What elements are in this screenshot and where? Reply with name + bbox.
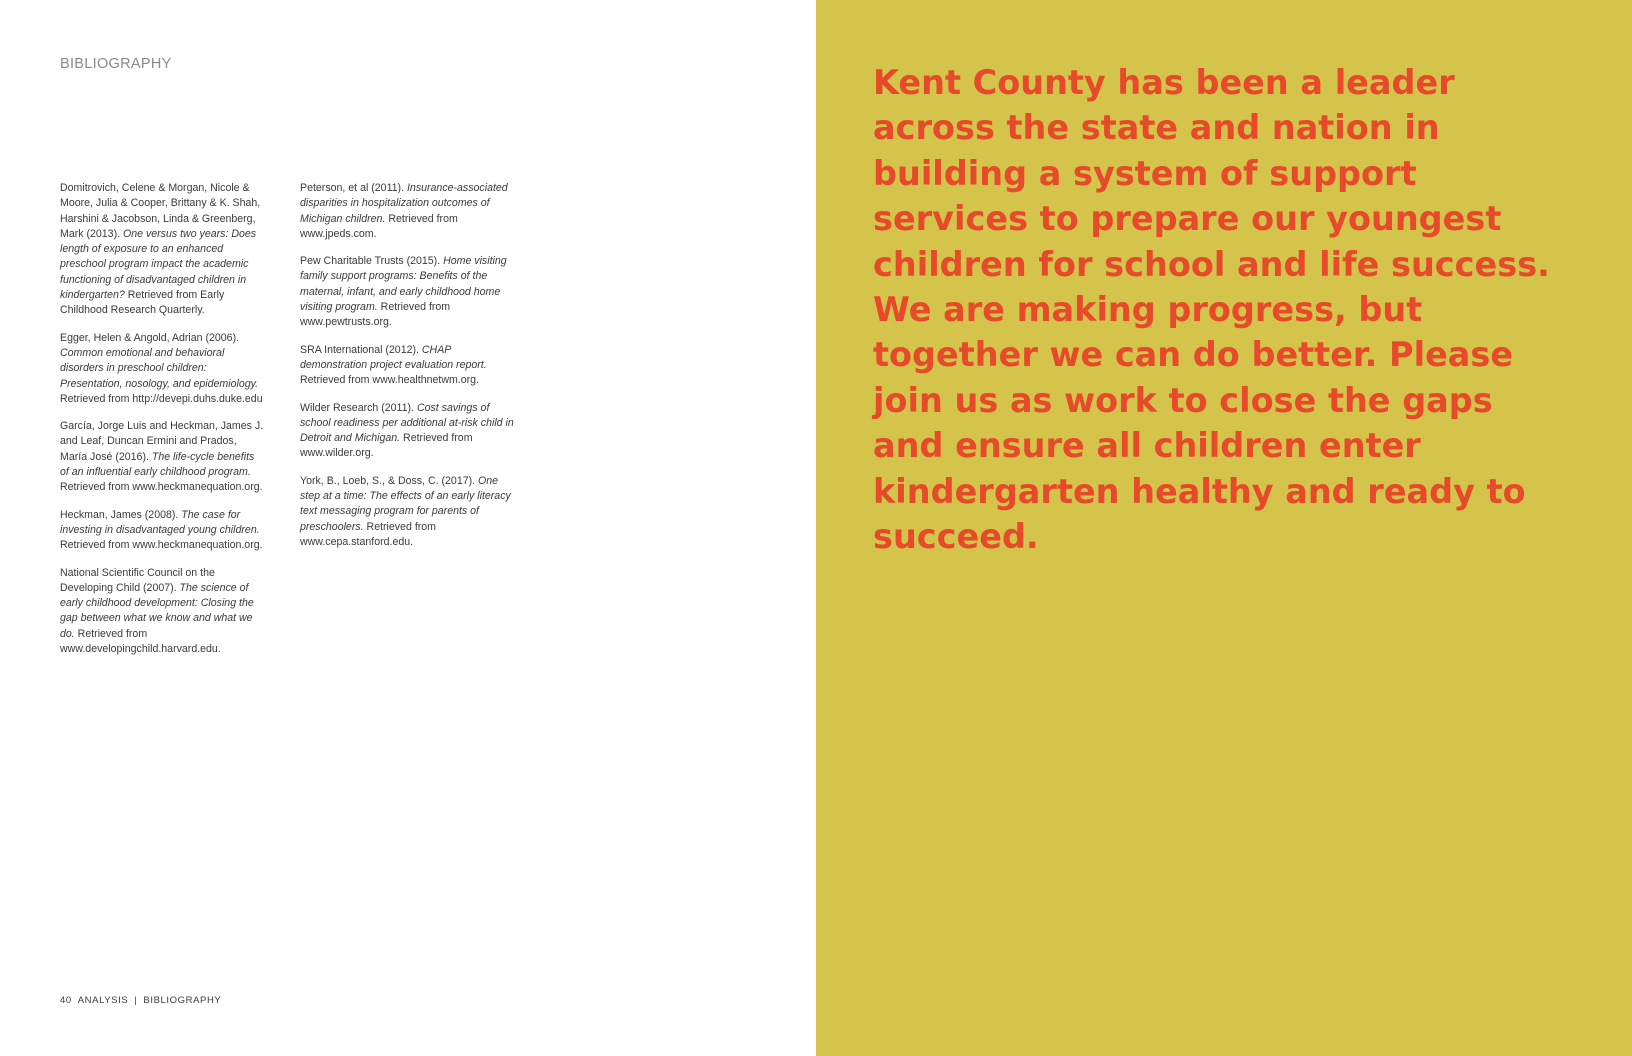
bibliography-entry: Egger, Helen & Angold, Adrian (2006). Common emotional and behavioral disorders in preschool children: Presentation, nosology, and epidemiology. Retrieved from http://devepi.duhs.duke.edu: [60, 331, 263, 405]
bibliography-entry: SRA International (2012). CHAP demonstration project evaluation report. Retrieved from www.healthnetwm.org.: [300, 343, 487, 387]
pull-quote: Kent County has been a leader across the state and nation in building a system of support services to prepare our youngest children for school and life success. We are making progress, but together we can do better. Please join us as work to close the gaps and ensure all children enter kindergarten healthy and ready to succeed.: [873, 63, 1550, 557]
page-number: 40: [60, 995, 72, 1006]
bibliography-column-1: [60, 181, 265, 669]
bibliography-entry: National Scientific Council on the Developing Child (2007). The science of early childhood development: Closing the gap between what we know and what we do. Retrieved from www.developingchild.harvard.edu.: [60, 566, 254, 656]
footer-separator: |: [134, 995, 138, 1006]
bibliography-entry: York, B., Loeb, S., & Doss, C. (2017). One step at a time: The effects of an early literacy text messaging program for parents of preschoolers. Retrieved from www.cepa.stanford.edu.: [300, 474, 511, 548]
bibliography-entry: Heckman, James (2008). The case for investing in disadvantaged young children. Retrieved from www.heckmanequation.org.: [60, 508, 263, 552]
bibliography-column-2: [300, 181, 518, 562]
bibliography-entry: Domitrovich, Celene & Morgan, Nicole & Moore, Julia & Cooper, Brittany & K. Shah, Harshini & Jacobson, Linda & Greenberg, Mark (2013). One versus two years: Does length of exposure to an enhanced preschool program impact the academic functioning of disadvantaged children in kindergarten? Retrieved from Early Childhood Research Quarterly.: [60, 182, 261, 317]
bibliography-entry: Pew Charitable Trusts (2015). Home visiting family support programs: Benefits of the maternal, infant, and early childhood home visiting program. Retrieved from www.pewtrusts.org.: [300, 255, 507, 329]
footer-section: ANALYSIS: [77, 995, 129, 1006]
footer-subsection: BIBLIOGRAPHY: [143, 995, 222, 1006]
bibliography-entry: García, Jorge Luis and Heckman, James J. and Leaf, Duncan Ermini and Prados, María José (2016). The life-cycle benefits of an influential early childhood program. Retrieved from www.heckmanequation.org.: [60, 420, 264, 494]
bibliography-entry: Peterson, et al (2011). Insurance-associated disparities in hospitalization outcomes of Michigan children. Retrieved from www.jpeds.com.: [300, 182, 508, 240]
page-footer: [60, 995, 221, 1006]
bibliography-entry: Wilder Research (2011). Cost savings of school readiness per additional at-risk child in Detroit and Michigan. Retrieved from www.wilder.org.: [300, 401, 514, 460]
page-heading: BIBLIOGRAPHY: [60, 56, 172, 72]
